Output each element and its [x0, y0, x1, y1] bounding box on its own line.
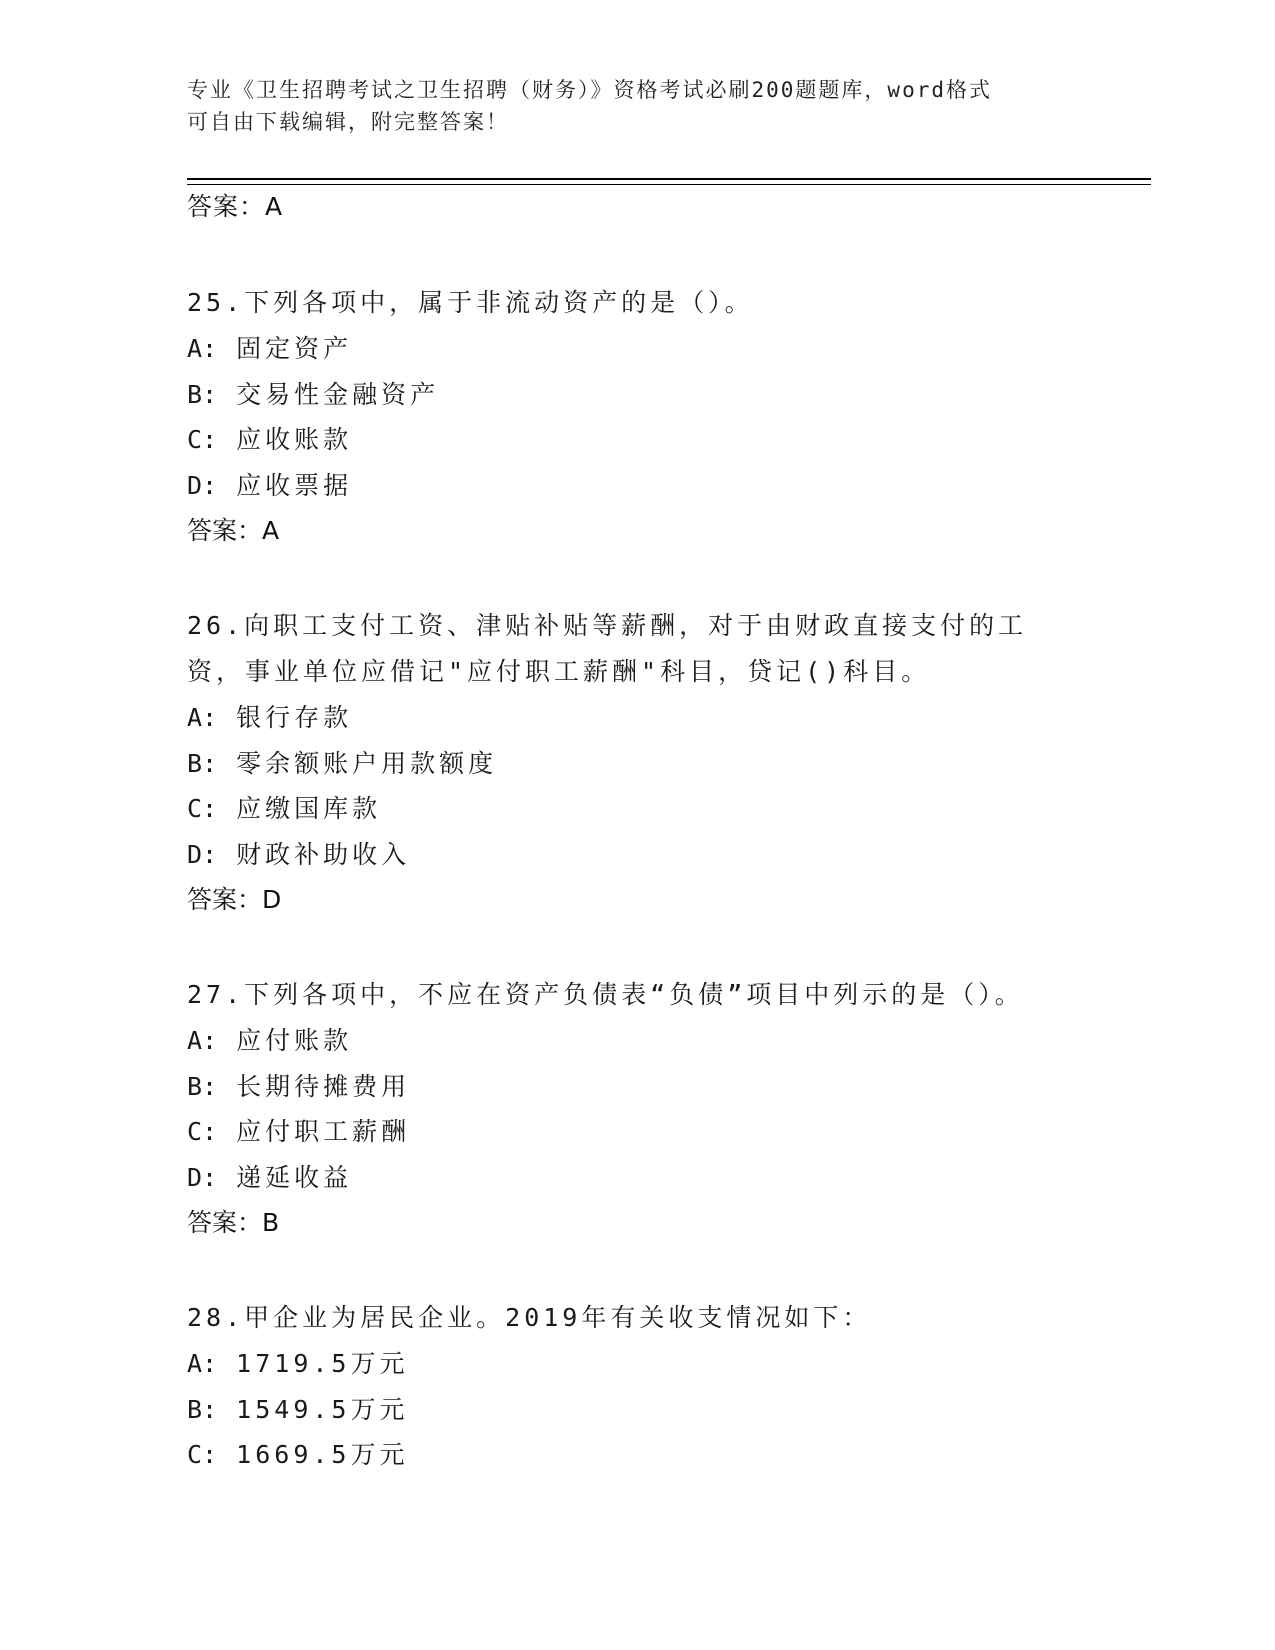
question-block-26 [187, 603, 1107, 922]
option-b [187, 372, 1107, 418]
option-key: C: [187, 1440, 218, 1469]
option-key: B: [187, 1394, 218, 1424]
option-c [187, 1432, 1107, 1478]
option-key: B: [187, 748, 218, 778]
option-key: D: [187, 1162, 218, 1192]
option-text: 交易性金融资产 [236, 379, 440, 409]
answer-label: 答案： [187, 1208, 263, 1237]
option-b [187, 741, 1107, 787]
option-key: B: [187, 379, 218, 409]
option-text: 应付账款 [236, 1026, 353, 1055]
option-text: 应收票据 [236, 470, 353, 500]
answer-label: 答案： [187, 192, 266, 221]
header-line-2: 可自由下载编辑，附完整答案！ [187, 110, 509, 134]
option-text: 长期待摊费用 [236, 1071, 411, 1101]
question-block-27 [187, 972, 1107, 1245]
option-text: 1549.5万元 [236, 1394, 409, 1424]
answer-value: A [265, 192, 283, 221]
question-list [187, 192, 1107, 1478]
option-d [187, 832, 1107, 878]
option-text: 应缴国库款 [236, 794, 382, 823]
question-answer [187, 508, 1107, 553]
document-header [187, 74, 1067, 138]
option-b [187, 1387, 1107, 1433]
option-key: C: [187, 425, 218, 454]
option-d [187, 1155, 1107, 1201]
answer-label: 答案： [187, 516, 263, 545]
option-a [187, 695, 1107, 741]
header-rule-thick [187, 178, 1151, 180]
header-line-1: 专业《卫生招聘考试之卫生招聘（财务）》资格考试必刷200题题库，word格式 [187, 78, 992, 102]
option-a [187, 1341, 1107, 1387]
option-text: 应收账款 [236, 425, 353, 454]
option-key: A: [187, 334, 218, 363]
option-text: 应付职工薪酬 [236, 1117, 411, 1146]
option-text: 固定资产 [236, 334, 353, 363]
option-c [187, 1109, 1107, 1155]
answer-value: A [262, 516, 280, 545]
option-key: A: [187, 1349, 218, 1378]
header-rule-thin [187, 184, 1151, 185]
previous-answer [187, 192, 1107, 222]
option-key: D: [187, 470, 218, 500]
option-b [187, 1064, 1107, 1110]
question-answer [187, 877, 1107, 922]
option-key: C: [187, 794, 218, 823]
option-a [187, 1018, 1107, 1064]
option-key: B: [187, 1071, 218, 1101]
option-text: 银行存款 [236, 703, 353, 732]
option-a [187, 326, 1107, 372]
option-key: A: [187, 1026, 218, 1055]
question-answer [187, 1200, 1107, 1245]
question-text: 27.下列各项中，不应在资产负债表“负债”项目中列示的是（）。 [187, 980, 1024, 1009]
option-c [187, 417, 1107, 463]
option-text: 递延收益 [236, 1162, 353, 1192]
question-block-25 [187, 280, 1107, 553]
answer-value: B [262, 1208, 280, 1237]
option-c [187, 786, 1107, 832]
option-text: 1669.5万元 [236, 1440, 409, 1469]
option-key: D: [187, 839, 218, 869]
answer-label: 答案： [187, 885, 263, 914]
option-key: A: [187, 703, 218, 732]
question-text: 28.甲企业为居民企业。2019年有关收支情况如下： [187, 1303, 872, 1332]
option-key: C: [187, 1117, 218, 1146]
question-block-28 [187, 1295, 1107, 1478]
question-text: 26.向职工支付工资、津贴补贴等薪酬，对于由财政直接支付的工资，事业单位应借记"应付职工薪酬"科目，贷记()科目。 [187, 611, 1028, 686]
option-text: 财政补助收入 [236, 839, 411, 869]
option-text: 零余额账户用款额度 [236, 748, 498, 778]
answer-value: D [262, 885, 282, 914]
option-text: 1719.5万元 [236, 1349, 409, 1378]
question-text: 25.下列各项中，属于非流动资产的是（）。 [187, 288, 754, 317]
option-d [187, 463, 1107, 509]
